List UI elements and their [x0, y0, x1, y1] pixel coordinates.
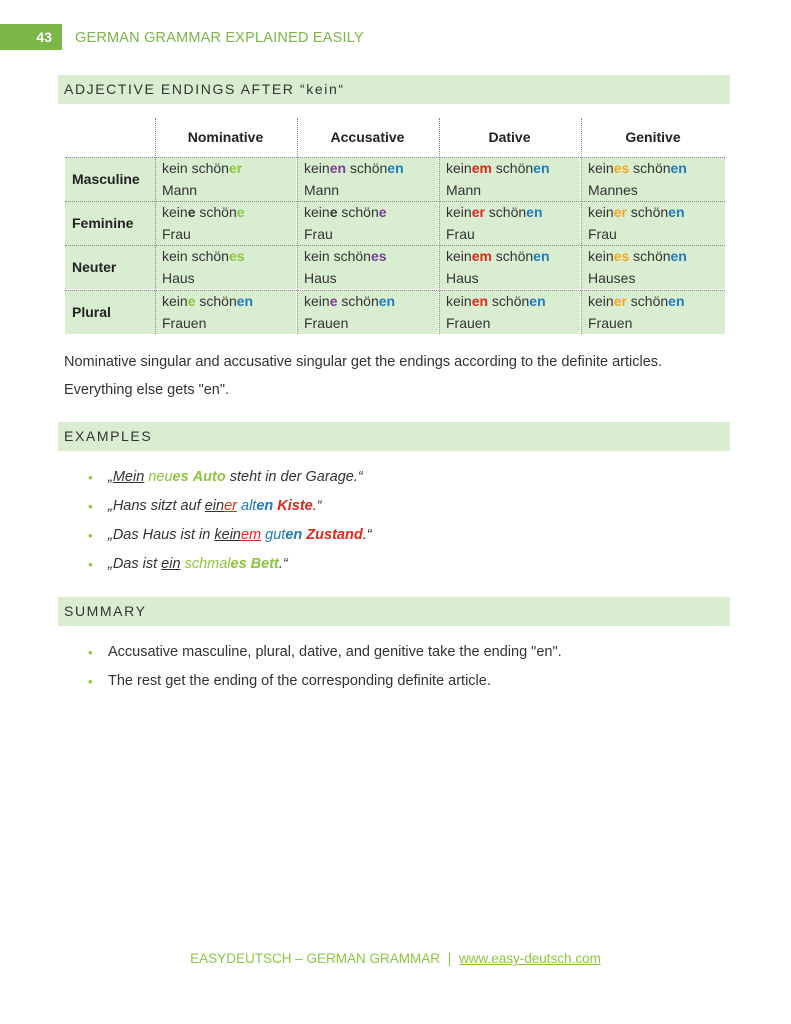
ending-segment: schön: [337, 293, 379, 309]
ending-segment: e: [378, 204, 387, 220]
cell-adjective-phrase: [446, 201, 580, 223]
ending-segment: en: [668, 204, 685, 220]
ending-segment: schön: [337, 204, 379, 220]
bullet-icon: •: [88, 674, 93, 689]
cell-adjective-phrase: [304, 245, 438, 267]
cell-noun: Frau: [588, 226, 617, 242]
table-cell: [155, 157, 296, 201]
table-column-divider: [581, 118, 582, 334]
ending-segment: en: [533, 160, 550, 176]
cell-noun: Frau: [162, 226, 191, 242]
ending-segment: schön: [626, 204, 669, 220]
ending-segment: e: [236, 204, 245, 220]
example-sentence: [88, 550, 372, 579]
example-segment: .“: [278, 556, 288, 572]
example-segment: „Hans sitzt auf: [108, 498, 205, 514]
example-segment: er: [224, 498, 237, 514]
ending-segment: schön: [195, 293, 237, 309]
table-row-divider: [65, 245, 725, 246]
ending-segment: en: [668, 293, 685, 309]
cell-noun: Frau: [446, 226, 475, 242]
cell-noun: Hauses: [588, 270, 636, 286]
cell-adjective-phrase: [162, 157, 296, 179]
example-segment: ein: [204, 498, 225, 514]
ending-segment: en: [670, 248, 687, 264]
footer-separator: |: [447, 951, 452, 966]
ending-segment: schön: [346, 160, 388, 176]
table-cell: [155, 245, 296, 289]
table-cell: [297, 201, 438, 245]
table-cell: [581, 245, 725, 289]
ending-segment: en: [378, 293, 396, 309]
bullet-icon: •: [88, 645, 93, 660]
ending-segment: kein: [588, 293, 614, 309]
example-segment: gut: [265, 527, 286, 543]
ending-segment: e: [329, 204, 338, 220]
ending-segment: es: [370, 248, 387, 264]
running-title: GERMAN GRAMMAR EXPLAINED EASILY: [75, 30, 364, 46]
page-number: 43: [0, 24, 62, 50]
row-label-feminine: Feminine: [65, 201, 155, 245]
ending-segment: schön: [626, 293, 669, 309]
cell-adjective-phrase: [446, 157, 580, 179]
cell-noun: Mann: [304, 182, 340, 198]
row-label-neuter: Neuter: [65, 245, 155, 289]
example-sentence: [88, 463, 372, 492]
ending-segment: kein: [446, 248, 472, 264]
cell-adjective-phrase: [304, 201, 438, 223]
ending-segment: en: [236, 293, 254, 309]
table-cell: [297, 290, 438, 334]
ending-segment: en: [670, 160, 687, 176]
cell-noun: Mann: [446, 182, 482, 198]
bullet-icon: •: [88, 528, 93, 543]
cell-adjective-phrase: [446, 290, 580, 312]
table-cell: [439, 201, 580, 245]
ending-segment: kein: [588, 204, 614, 220]
bullet-icon: •: [88, 557, 93, 572]
cell-adjective-phrase: [446, 245, 580, 267]
table-cell: [581, 157, 725, 201]
ending-segment: schön: [629, 248, 671, 264]
table-cell: [439, 157, 580, 201]
ending-segment: er: [613, 293, 627, 309]
ending-segment: e: [187, 204, 196, 220]
table-column-divider: [439, 118, 440, 334]
example-sentence: [88, 492, 372, 521]
ending-segment: kein: [446, 293, 472, 309]
ending-segment: kein: [588, 160, 614, 176]
ending-segment: er: [471, 204, 485, 220]
footer-website-link[interactable]: www.easy-deutsch.com: [459, 951, 601, 966]
ending-segment: kein: [162, 293, 188, 309]
table-row-divider: [65, 157, 725, 158]
ending-segment: es: [613, 248, 630, 264]
ending-segment: kein schön: [304, 248, 371, 264]
example-segment: schmal: [184, 556, 231, 572]
ending-segment: schön: [491, 160, 534, 176]
ending-segment: kein: [446, 160, 472, 176]
explanation-paragraph: Nominative singular and accusative singular get the endings according to the definite articles. Everything else gets "en".: [64, 354, 663, 398]
ending-segment: kein: [304, 293, 330, 309]
row-label-masculine: Masculine: [65, 157, 155, 201]
example-segment: Mein: [112, 469, 145, 485]
table-cell: [155, 290, 296, 334]
cell-noun: Frauen: [588, 315, 633, 331]
example-segment: en: [285, 527, 303, 543]
ending-segment: kein schön: [162, 160, 229, 176]
ending-segment: kein: [588, 248, 614, 264]
table-column-divider: [155, 118, 156, 334]
cell-adjective-phrase: [162, 290, 296, 312]
cell-adjective-phrase: [304, 290, 438, 312]
table-cell: [155, 201, 296, 245]
ending-segment: er: [613, 204, 627, 220]
summary-item: [88, 638, 562, 667]
table-column-divider: [297, 118, 298, 334]
cell-noun: Frauen: [446, 315, 491, 331]
cell-adjective-phrase: [588, 157, 725, 179]
ending-segment: kein: [304, 160, 330, 176]
ending-segment: kein: [162, 204, 188, 220]
table-cell: [297, 245, 438, 289]
example-sentence: [88, 521, 372, 550]
summary-item: [88, 667, 562, 696]
examples-list: [88, 463, 372, 579]
table-cell: [439, 245, 580, 289]
summary-text: Accusative masculine, plural, dative, and genitive take the ending "en".: [108, 644, 562, 660]
summary-list: [88, 638, 562, 696]
column-header-accusative: Accusative: [330, 129, 405, 145]
ending-segment: en: [471, 293, 489, 309]
ending-segment: en: [529, 293, 546, 309]
ending-segment: schön: [488, 293, 530, 309]
example-segment: Bett: [250, 556, 279, 572]
ending-segment: schön: [629, 160, 671, 176]
footer: [0, 951, 791, 966]
cell-adjective-phrase: [162, 245, 296, 267]
table-row-divider: [65, 201, 725, 202]
column-header-genitive: Genitive: [625, 129, 681, 145]
cell-adjective-phrase: [588, 201, 725, 223]
ending-segment: er: [228, 160, 243, 176]
ending-segment: schön: [491, 248, 534, 264]
cell-noun: Frauen: [162, 315, 207, 331]
ending-segment: en: [387, 160, 404, 176]
ending-segment: es: [613, 160, 630, 176]
ending-segment: schön: [484, 204, 527, 220]
summary-text: The rest get the ending of the corresponding definite article.: [108, 673, 491, 689]
cell-adjective-phrase: [162, 201, 296, 223]
cell-noun: Haus: [446, 270, 479, 286]
ending-segment: es: [228, 248, 245, 264]
example-segment: Zustand: [306, 527, 363, 543]
section-heading-table: ADJECTIVE ENDINGS AFTER “kein“: [58, 75, 730, 104]
example-segment: em: [240, 527, 262, 543]
ending-segment: em: [471, 248, 492, 264]
example-segment: steht in der Garage.“: [225, 469, 363, 485]
ending-segment: e: [329, 293, 338, 309]
cell-noun: Haus: [304, 270, 337, 286]
example-segment: .“: [312, 498, 322, 514]
column-header-nominative: Nominative: [187, 129, 264, 145]
section-heading-examples: EXAMPLES: [58, 422, 730, 451]
adjective-endings-table: [65, 118, 725, 334]
cell-adjective-phrase: [588, 290, 725, 312]
example-segment: ein: [161, 556, 181, 572]
cell-adjective-phrase: [304, 157, 438, 179]
column-header-dative: Dative: [488, 129, 531, 145]
example-segment: es: [172, 469, 189, 485]
example-segment: .“: [362, 527, 372, 543]
ending-segment: schön: [195, 204, 237, 220]
cell-noun: Mann: [162, 182, 198, 198]
ending-segment: kein schön: [162, 248, 229, 264]
example-segment: es: [230, 556, 247, 572]
bullet-icon: •: [88, 470, 93, 485]
ending-segment: en: [526, 204, 543, 220]
ending-segment: en: [533, 248, 550, 264]
ending-segment: em: [471, 160, 492, 176]
example-segment: Auto: [192, 469, 226, 485]
example-segment: alt: [241, 498, 257, 514]
ending-segment: en: [329, 160, 347, 176]
cell-noun: Frauen: [304, 315, 349, 331]
cell-noun: Mannes: [588, 182, 638, 198]
bullet-icon: •: [88, 499, 93, 514]
cell-noun: Frau: [304, 226, 333, 242]
example-segment: „Das Haus ist in: [108, 527, 215, 543]
example-segment: „Das ist: [108, 556, 162, 572]
example-segment: Kiste: [277, 498, 313, 514]
table-cell: [581, 290, 725, 334]
footer-text: EASYDEUTSCH – GERMAN GRAMMAR: [190, 951, 440, 966]
ending-segment: kein: [446, 204, 472, 220]
table-cell: [581, 201, 725, 245]
ending-segment: e: [187, 293, 196, 309]
example-segment: kein: [214, 527, 241, 543]
table-row-divider: [65, 290, 725, 291]
table-cell: [439, 290, 580, 334]
row-label-plural: Plural: [65, 290, 155, 334]
example-segment: „: [108, 469, 113, 485]
section-heading-summary: SUMMARY: [58, 597, 730, 626]
cell-adjective-phrase: [588, 245, 725, 267]
example-segment: en: [256, 498, 274, 514]
cell-noun: Haus: [162, 270, 195, 286]
ending-segment: kein: [304, 204, 330, 220]
table-cell: [297, 157, 438, 201]
example-segment: neu: [148, 469, 173, 485]
